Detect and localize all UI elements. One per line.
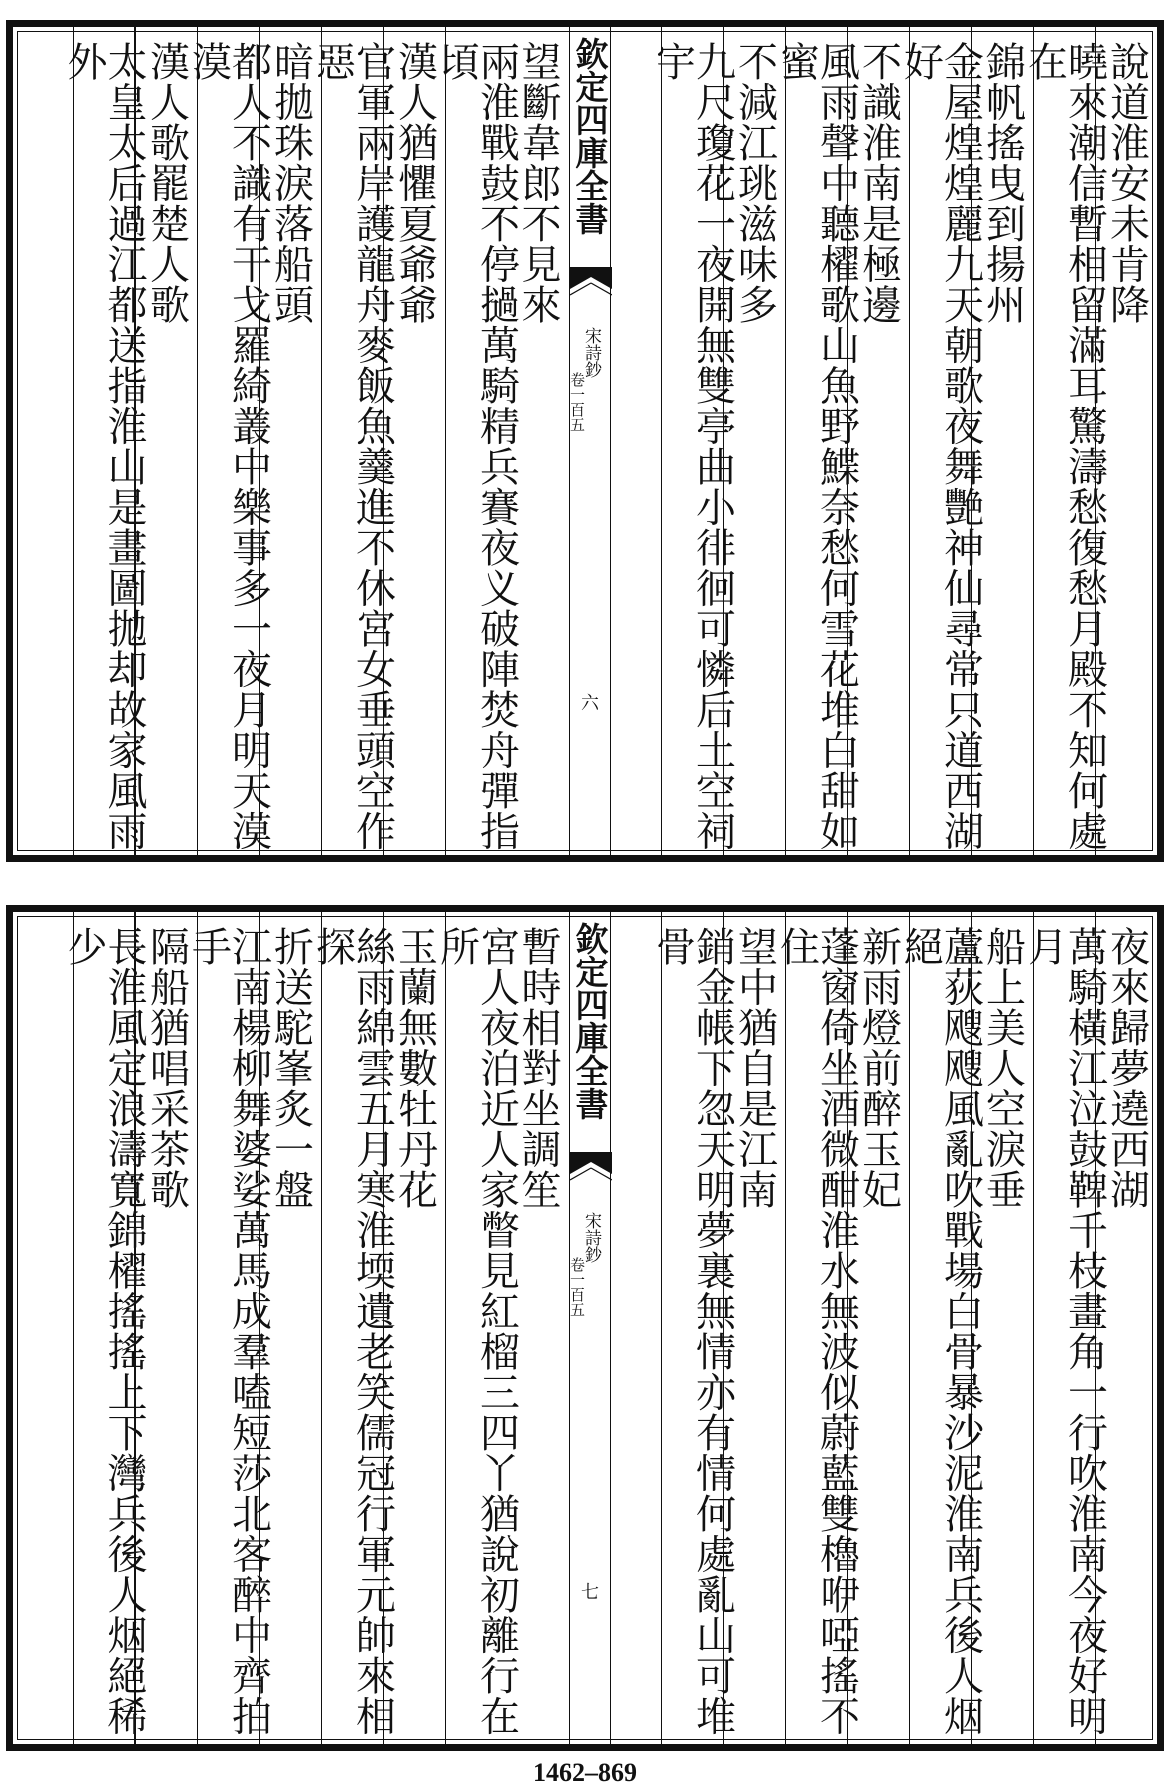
lower-right-column-text: 新雨燈前醉玉妃	[855, 926, 902, 1210]
upper-left-column-text: 暗拋珠淚落船頭	[267, 41, 314, 325]
lower-right-column	[649, 912, 736, 1744]
lower-right-column-text: 望中猶自是江南	[731, 926, 778, 1210]
upper-right-column	[897, 27, 984, 855]
lower-spine-book-name: 宋詩鈔	[581, 1212, 601, 1263]
upper-right-column-text: 九尺瓊花一夜開無雙亭曲小徘徊可憐后土空祠宇	[649, 41, 736, 851]
lower-right-column-text: 船上美人空淚垂	[979, 926, 1026, 1210]
upper-left-column-text: 漢人歌罷楚人歌	[143, 41, 190, 325]
upper-right-column-text: 不識淮南是極邊	[855, 41, 902, 325]
lower-left-column	[61, 912, 147, 1744]
upper-left-column	[185, 27, 272, 855]
upper-spine-title: 欽定四庫全書	[570, 37, 610, 235]
upper-right-column-text: 風雨聲中聽櫂歌山魚野鰈奈愁何雪花堆白甜如蜜	[773, 41, 860, 851]
upper-spine-book-name: 宋詩鈔	[581, 327, 601, 378]
page-number: 1462–869	[533, 1758, 637, 1787]
upper-left-column	[433, 27, 520, 855]
lower-left-column-text: 隔船猶唱采茶歌	[143, 926, 190, 1210]
upper-page-frame	[6, 20, 1164, 862]
upper-left-column-text: 太皇太后過江都送指淮山是畫圖拋却故家風雨外	[61, 41, 147, 851]
lower-left-column-text: 暫時相對坐調笙	[515, 926, 561, 1210]
upper-right-column-text: 錦帆搖曳到揚州	[979, 41, 1026, 325]
upper-spine-volume: 卷一百五	[568, 372, 586, 432]
lower-left-column-text: 折送駝峯炙一盤	[267, 926, 314, 1210]
lower-spine-title: 欽定四庫全書	[570, 922, 610, 1120]
lower-spine-volume: 卷一百五	[568, 1257, 586, 1317]
lower-left-column	[309, 912, 396, 1744]
lower-right-column-text: 蓬窗倚坐酒微酣淮水無波似蔚藍雙櫓咿啞搖不住	[773, 926, 860, 1736]
upper-left-column-text: 都人不識有干戈羅綺叢中樂事多一夜月明天漠漠	[185, 41, 272, 851]
upper-left-column-text: 漢人猶懼夏爺爺	[391, 41, 438, 325]
lower-left-column-text: 絲雨綿雲五月寒淮堧遺老笑儒冠行軍元帥來相探	[309, 926, 396, 1736]
lower-right-column	[773, 912, 860, 1744]
upper-right-column	[649, 27, 736, 855]
lower-page-frame	[6, 905, 1164, 1751]
lower-left-column	[185, 912, 272, 1744]
upper-right-column-text: 不減江珧滋味多	[731, 41, 778, 325]
lower-left-column-text: 宮人夜泊近人家瞥見紅榴三四丫猶說初離行在所	[433, 926, 520, 1736]
lower-left-column-text: 玉蘭無數牡丹花	[391, 926, 438, 1210]
upper-right-column-text: 曉來潮信暫相留滿耳驚濤愁復愁月殿不知何處在	[1021, 41, 1108, 851]
upper-right-column	[1021, 27, 1108, 855]
upper-right-column-text: 金屋煌煌麗九天朝歌夜舞艷神仙尋常只道西湖好	[897, 41, 984, 851]
lower-right-column	[1021, 912, 1108, 1744]
upper-right-column	[773, 27, 860, 855]
lower-left-column-text: 長淮風定浪濤寬錦櫂搖搖上下灣兵後人烟絕稀少	[61, 926, 147, 1736]
lower-left-column	[433, 912, 520, 1744]
lower-right-column-text: 銷金帳下忽天明夢裏無情亦有情何處亂山可堆骨	[649, 926, 736, 1736]
lower-left-column-text: 江南楊柳舞婆娑萬馬成羣嗑短莎北客醉中齊拍手	[185, 926, 272, 1736]
upper-left-column-text: 兩淮戰鼓不停撾萬騎精兵賽夜义破陣焚舟彈指頃	[433, 41, 520, 851]
upper-spine-folio: 六	[581, 693, 599, 714]
lower-right-column	[897, 912, 984, 1744]
upper-left-column-text: 官軍兩岸護龍舟麥飯魚羹進不休宮女垂頭空作惡	[309, 41, 396, 851]
lower-spine-folio: 七	[581, 1582, 599, 1603]
upper-right-half	[593, 27, 1157, 855]
lower-right-column-text: 萬騎橫江泣鼓鞞千枝畫角一行吹淮南今夜好明月	[1021, 926, 1108, 1736]
lower-right-half	[593, 912, 1157, 1744]
lower-left-half	[13, 912, 577, 1744]
lower-right-column-text: 蘆荻飕飕風亂吹戰場白骨暴沙泥淮南兵後人烟絕	[897, 926, 984, 1736]
upper-left-column-text: 望斷韋郎不見來	[515, 41, 561, 325]
upper-left-column	[61, 27, 147, 855]
upper-right-column-text: 說道淮安未肯降	[1103, 41, 1150, 325]
lower-right-column-text: 夜來歸夢遶西湖	[1103, 926, 1150, 1210]
upper-left-half	[13, 27, 577, 855]
upper-left-column	[309, 27, 396, 855]
